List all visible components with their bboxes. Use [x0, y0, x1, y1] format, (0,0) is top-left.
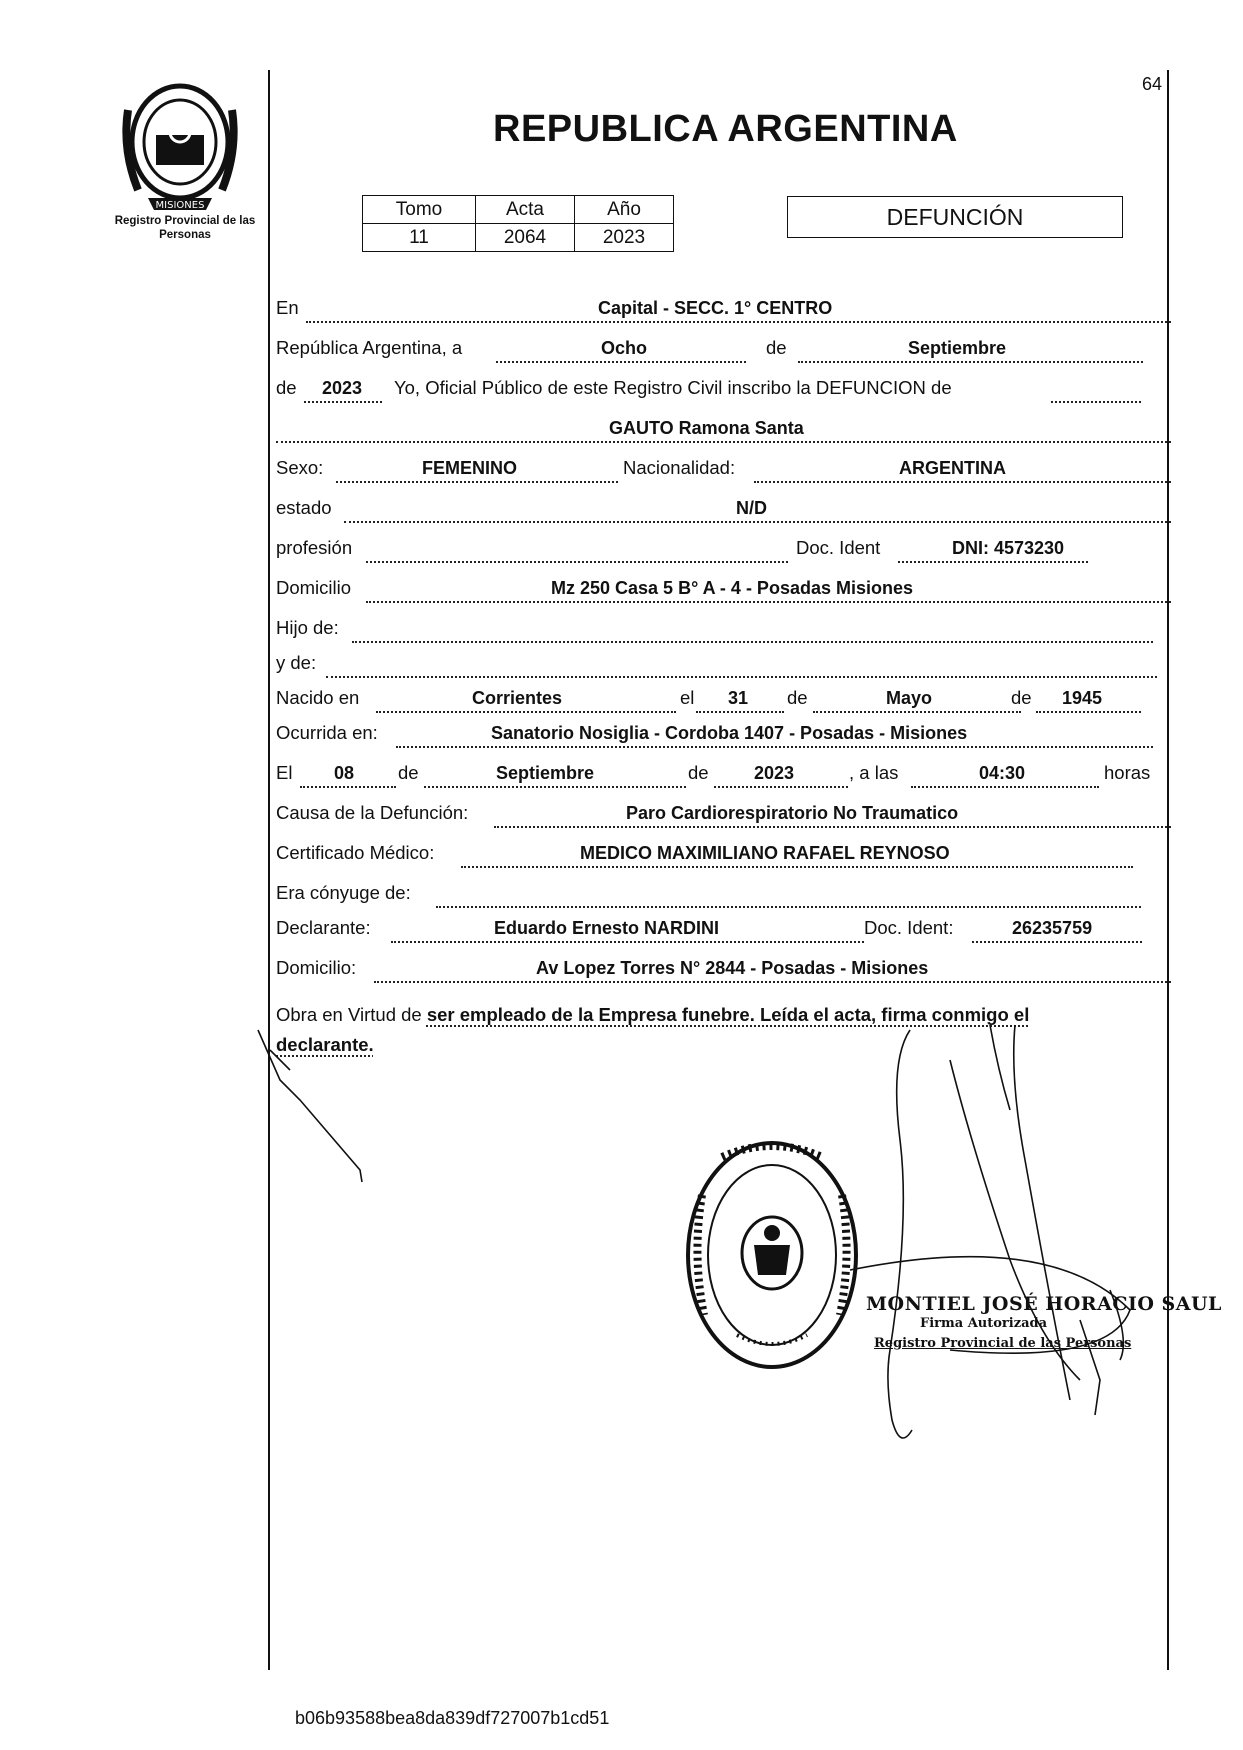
- label-certificado: Certificado Médico:: [276, 842, 435, 863]
- row-domicilio-declarante: [276, 953, 1171, 983]
- label-causa: Causa de la Defunción:: [276, 802, 469, 823]
- row-anio: [276, 373, 1171, 403]
- page-title: REPUBLICA ARGENTINA: [493, 108, 958, 150]
- value-estado: N/D: [736, 498, 767, 518]
- value-nacido-dia: 31: [728, 688, 749, 708]
- value-sexo: FEMENINO: [422, 458, 518, 478]
- label-doc-ident2: Doc. Ident:: [864, 917, 954, 938]
- label-en: En: [276, 297, 299, 318]
- row-domicilio: [276, 573, 1171, 603]
- value-certificado: MEDICO MAXIMILIANO RAFAEL REYNOSO: [580, 843, 950, 863]
- value-nacido-lugar: Corrientes: [472, 688, 563, 708]
- row-declarante: [276, 913, 1171, 943]
- label-el2: El: [276, 762, 293, 783]
- row-fecha: [276, 333, 1171, 363]
- acta-header: Acta: [476, 196, 575, 224]
- anio-value: 2023: [575, 224, 674, 252]
- value-nacido-anio: 1945: [1062, 688, 1103, 708]
- page-number: 64: [1142, 74, 1163, 94]
- official-seal: [682, 1135, 862, 1375]
- label-republica: República Argentina, a: [276, 337, 463, 358]
- value-fallec-hora: 04:30: [979, 763, 1026, 783]
- label-de-a: de: [787, 687, 808, 708]
- label-de-d: de: [688, 762, 709, 783]
- label-profesion: profesión: [276, 537, 353, 558]
- label-doc-ident: Doc. Ident: [796, 537, 881, 558]
- act-type-box: DEFUNCIÓN: [787, 196, 1123, 238]
- province-coat-of-arms-logo: [118, 80, 243, 215]
- signer-role: Firma Autorizada: [920, 1316, 1048, 1331]
- row-profesion: [276, 533, 1171, 563]
- label-conyuge: Era cónyuge de:: [276, 882, 411, 903]
- value-lugar: Capital - SECC. 1° CENTRO: [598, 298, 833, 318]
- label-nacido-en: Nacido en: [276, 687, 360, 708]
- tomo-header: Tomo: [363, 196, 476, 224]
- value-fallec-mes: Septiembre: [496, 763, 595, 783]
- label-a-las: , a las: [849, 762, 899, 783]
- closing-part-1: Obra en Virtud de: [276, 1004, 427, 1025]
- label-horas: horas: [1104, 762, 1151, 783]
- label-ocurrida-en: Ocurrida en:: [276, 722, 378, 743]
- row-y-de: [276, 648, 1171, 678]
- label-estado: estado: [276, 497, 332, 518]
- value-causa: Paro Cardiorespiratorio No Traumatico: [626, 803, 959, 823]
- label-hijo-de: Hijo de:: [276, 617, 339, 638]
- acta-value: 2064: [476, 224, 575, 252]
- signer-name: MONTIEL JOSÉ HORACIO SAUL: [866, 1293, 1222, 1315]
- row-estado: [276, 493, 1171, 523]
- row-certificado: [276, 838, 1171, 868]
- signer-org: Registro Provincial de las Personas: [874, 1336, 1132, 1351]
- value-nacionalidad: ARGENTINA: [899, 458, 1006, 478]
- value-fallec-dia: 08: [334, 763, 355, 783]
- registry-caption: Registro Provincial de las Personas: [114, 215, 256, 241]
- value-declarante-domicilio: Av Lopez Torres N° 2844 - Posadas - Misiones: [536, 958, 929, 978]
- anio-header: Año: [575, 196, 674, 224]
- row-lugar: [276, 293, 1171, 323]
- label-sexo: Sexo:: [276, 457, 324, 478]
- label-de: de: [766, 337, 787, 358]
- label-domicilio: Domicilio: [276, 577, 352, 598]
- record-table: [362, 195, 674, 252]
- value-domicilio: Mz 250 Casa 5 B° A - 4 - Posadas Misiones: [551, 578, 913, 598]
- row-hijo-de: [276, 613, 1171, 643]
- closing-part-2: ser empleado de la Empresa funebre. Leída el acta, firma conmigo el: [426, 1004, 1030, 1025]
- row-fallecimiento: [276, 758, 1171, 788]
- row-ocurrida: [276, 718, 1171, 748]
- label-de2: de: [276, 377, 297, 398]
- document-hash: b06b93588bea8da839df727007b1cd51: [295, 1708, 610, 1728]
- value-ocurrida-lugar: Sanatorio Nosiglia - Cordoba 1407 - Posadas - Misiones: [491, 723, 968, 743]
- value-mes-letras: Septiembre: [908, 338, 1007, 358]
- row-causa: [276, 798, 1171, 828]
- label-de-b: de: [1011, 687, 1032, 708]
- label-de-c: de: [398, 762, 419, 783]
- closing-part-3: declarante.: [276, 1034, 374, 1055]
- label-domicilio2: Domicilio:: [276, 957, 357, 978]
- value-nacido-mes: Mayo: [886, 688, 933, 708]
- value-declarante: Eduardo Ernesto NARDINI: [494, 918, 720, 938]
- value-fallec-anio: 2023: [754, 763, 795, 783]
- value-nombre: GAUTO Ramona Santa: [609, 418, 804, 438]
- row-nacido: [276, 683, 1171, 713]
- label-inscribo: Yo, Oficial Público de este Registro Civil inscribo la DEFUNCION de: [394, 377, 952, 398]
- row-nombre: [276, 413, 1171, 443]
- tomo-value: 11: [363, 224, 476, 252]
- value-anio: 2023: [322, 378, 363, 398]
- label-nacionalidad: Nacionalidad:: [623, 457, 736, 478]
- svg-text:MISIONES: MISIONES: [155, 200, 205, 211]
- row-conyuge: [276, 878, 1171, 908]
- value-declarante-doc: 26235759: [1012, 918, 1093, 938]
- signer-block: [866, 1294, 1222, 1354]
- value-dni: DNI: 4573230: [952, 538, 1065, 558]
- label-el: el: [680, 687, 695, 708]
- value-dia-letras: Ocho: [601, 338, 648, 358]
- label-y-de: y de:: [276, 652, 317, 673]
- row-sexo: [276, 453, 1171, 483]
- label-declarante: Declarante:: [276, 917, 371, 938]
